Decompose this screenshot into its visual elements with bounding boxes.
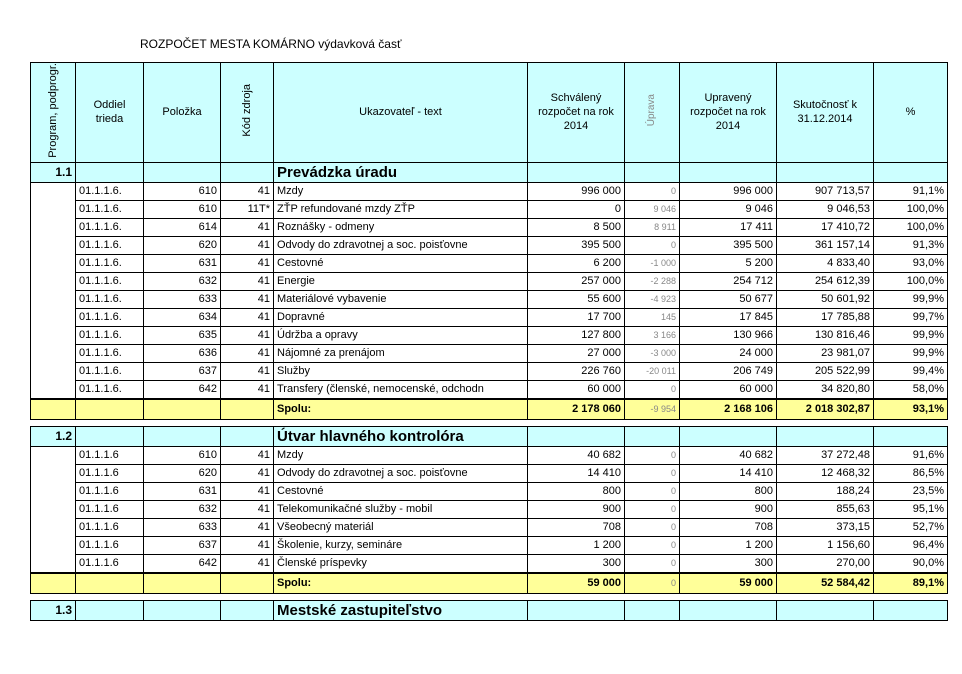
uprava-cell: -2 288 [625, 272, 680, 290]
empty-cell [76, 600, 144, 620]
total-schvaleny: 59 000 [528, 573, 625, 594]
table-row [31, 464, 948, 482]
schvaleny-cell: 226 760 [528, 362, 625, 380]
program-cell [31, 200, 76, 218]
polozka-cell: 633 [144, 518, 221, 536]
program-cell [31, 308, 76, 326]
table-row [31, 500, 948, 518]
percent-cell: 90,0% [874, 554, 948, 573]
header-row [31, 63, 948, 163]
percent-cell: 95,1% [874, 500, 948, 518]
polozka-cell: 610 [144, 446, 221, 464]
upraveny-cell: 17 411 [680, 218, 777, 236]
kod-cell: 41 [221, 554, 274, 573]
schvaleny-cell: 0 [528, 200, 625, 218]
polozka-cell: 642 [144, 380, 221, 399]
upraveny-cell: 206 749 [680, 362, 777, 380]
kod-cell: 41 [221, 254, 274, 272]
uprava-cell: 0 [625, 500, 680, 518]
table-row [31, 362, 948, 380]
empty-cell [680, 426, 777, 446]
kod-cell: 41 [221, 272, 274, 290]
schvaleny-cell: 40 682 [528, 446, 625, 464]
program-cell [31, 536, 76, 554]
ukazovatel-cell: Nájomné za prenájom [274, 344, 528, 362]
schvaleny-cell: 1 200 [528, 536, 625, 554]
section-header [31, 600, 948, 620]
upraveny-cell: 1 200 [680, 536, 777, 554]
header-kod: Kód zdroja [221, 63, 274, 163]
skutocnost-cell: 205 522,99 [777, 362, 874, 380]
program-cell [31, 554, 76, 573]
kod-cell: 41 [221, 344, 274, 362]
kod-cell: 41 [221, 464, 274, 482]
oddiel-cell: 01.1.1.6. [76, 380, 144, 399]
empty-cell [221, 426, 274, 446]
empty-cell [625, 600, 680, 620]
uprava-cell: 0 [625, 536, 680, 554]
percent-cell: 99,7% [874, 308, 948, 326]
uprava-cell: 0 [625, 380, 680, 399]
program-cell [31, 464, 76, 482]
upraveny-cell: 50 677 [680, 290, 777, 308]
total-uprava: 0 [625, 573, 680, 594]
oddiel-cell: 01.1.1.6 [76, 464, 144, 482]
empty-cell [144, 426, 221, 446]
ukazovatel-cell: Telekomunikačné služby - mobil [274, 500, 528, 518]
table-row [31, 344, 948, 362]
header-upraveny: Upravený rozpočet na rok 2014 [680, 63, 777, 163]
oddiel-cell: 01.1.1.6 [76, 482, 144, 500]
header-ukazovatel: Ukazovateľ - text [274, 63, 528, 163]
empty-cell [874, 426, 948, 446]
empty-cell [76, 573, 144, 594]
kod-cell: 41 [221, 380, 274, 399]
total-percent: 93,1% [874, 399, 948, 420]
table-row [31, 182, 948, 200]
empty-cell [777, 162, 874, 182]
polozka-cell: 620 [144, 236, 221, 254]
program-cell [31, 236, 76, 254]
kod-cell: 41 [221, 536, 274, 554]
empty-cell [221, 573, 274, 594]
schvaleny-cell: 8 500 [528, 218, 625, 236]
program-cell [31, 218, 76, 236]
skutocnost-cell: 12 468,32 [777, 464, 874, 482]
total-percent: 89,1% [874, 573, 948, 594]
kod-cell: 41 [221, 218, 274, 236]
oddiel-cell: 01.1.1.6. [76, 344, 144, 362]
uprava-cell: -4 923 [625, 290, 680, 308]
kod-cell: 41 [221, 182, 274, 200]
percent-cell: 100,0% [874, 200, 948, 218]
kod-cell: 41 [221, 518, 274, 536]
table-row [31, 236, 948, 254]
empty-cell [31, 573, 76, 594]
empty-cell [625, 426, 680, 446]
program-cell [31, 326, 76, 344]
oddiel-cell: 01.1.1.6. [76, 182, 144, 200]
table-body [31, 162, 948, 620]
upraveny-cell: 5 200 [680, 254, 777, 272]
empty-cell [144, 600, 221, 620]
skutocnost-cell: 34 820,80 [777, 380, 874, 399]
section-name: Mestské zastupiteľstvo [274, 600, 528, 620]
schvaleny-cell: 60 000 [528, 380, 625, 399]
header-oddiel: Oddiel trieda [76, 63, 144, 163]
ukazovatel-cell: Členské príspevky [274, 554, 528, 573]
empty-cell [144, 573, 221, 594]
polozka-cell: 634 [144, 308, 221, 326]
percent-cell: 23,5% [874, 482, 948, 500]
skutocnost-cell: 50 601,92 [777, 290, 874, 308]
uprava-cell: -1 000 [625, 254, 680, 272]
schvaleny-cell: 6 200 [528, 254, 625, 272]
percent-cell: 99,9% [874, 290, 948, 308]
ukazovatel-cell: Mzdy [274, 182, 528, 200]
uprava-cell: -20 011 [625, 362, 680, 380]
skutocnost-cell: 17 410,72 [777, 218, 874, 236]
percent-cell: 100,0% [874, 272, 948, 290]
section-code: 1.3 [31, 600, 76, 620]
table-row [31, 200, 948, 218]
skutocnost-cell: 270,00 [777, 554, 874, 573]
ukazovatel-cell: ZŤP refundované mzdy ZŤP [274, 200, 528, 218]
table-row [31, 308, 948, 326]
ukazovatel-cell: Energie [274, 272, 528, 290]
ukazovatel-cell: Cestovné [274, 482, 528, 500]
program-cell [31, 446, 76, 464]
empty-cell [874, 162, 948, 182]
empty-cell [528, 600, 625, 620]
empty-cell [528, 162, 625, 182]
empty-cell [76, 426, 144, 446]
section-header [31, 162, 948, 182]
kod-cell: 41 [221, 446, 274, 464]
skutocnost-cell: 23 981,07 [777, 344, 874, 362]
table-row [31, 518, 948, 536]
percent-cell: 91,3% [874, 236, 948, 254]
oddiel-cell: 01.1.1.6. [76, 362, 144, 380]
program-cell [31, 254, 76, 272]
schvaleny-cell: 257 000 [528, 272, 625, 290]
oddiel-cell: 01.1.1.6. [76, 326, 144, 344]
oddiel-cell: 01.1.1.6. [76, 308, 144, 326]
program-cell [31, 290, 76, 308]
oddiel-cell: 01.1.1.6. [76, 290, 144, 308]
empty-cell [221, 600, 274, 620]
program-cell [31, 518, 76, 536]
total-label: Spolu: [274, 399, 528, 420]
polozka-cell: 642 [144, 554, 221, 573]
kod-cell: 41 [221, 362, 274, 380]
empty-cell [625, 162, 680, 182]
skutocnost-cell: 130 816,46 [777, 326, 874, 344]
uprava-cell: 8 911 [625, 218, 680, 236]
section-name: Prevádzka úradu [274, 162, 528, 182]
table-row [31, 254, 948, 272]
percent-cell: 86,5% [874, 464, 948, 482]
report-title: ROZPOČET MESTA KOMÁRNO výdavková časť [140, 37, 402, 51]
percent-cell: 58,0% [874, 380, 948, 399]
polozka-cell: 631 [144, 482, 221, 500]
oddiel-cell: 01.1.1.6. [76, 218, 144, 236]
table-row [31, 536, 948, 554]
ukazovatel-cell: Dopravné [274, 308, 528, 326]
empty-cell [31, 399, 76, 420]
total-upraveny: 2 168 106 [680, 399, 777, 420]
kod-cell: 11T* [221, 200, 274, 218]
kod-cell: 41 [221, 482, 274, 500]
oddiel-cell: 01.1.1.6. [76, 236, 144, 254]
percent-cell: 99,9% [874, 344, 948, 362]
spacer-cell [31, 419, 948, 426]
polozka-cell: 636 [144, 344, 221, 362]
polozka-cell: 632 [144, 500, 221, 518]
skutocnost-cell: 907 713,57 [777, 182, 874, 200]
percent-cell: 93,0% [874, 254, 948, 272]
upraveny-cell: 800 [680, 482, 777, 500]
upraveny-cell: 24 000 [680, 344, 777, 362]
program-cell [31, 344, 76, 362]
uprava-cell: 3 166 [625, 326, 680, 344]
oddiel-cell: 01.1.1.6. [76, 200, 144, 218]
percent-cell: 100,0% [874, 218, 948, 236]
schvaleny-cell: 14 410 [528, 464, 625, 482]
table-row [31, 290, 948, 308]
total-row [31, 399, 948, 420]
percent-cell: 96,4% [874, 536, 948, 554]
kod-cell: 41 [221, 326, 274, 344]
header-skutocnost: Skutočnosť k 31.12.2014 [777, 63, 874, 163]
ukazovatel-cell: Materiálové vybavenie [274, 290, 528, 308]
uprava-cell: 145 [625, 308, 680, 326]
upraveny-cell: 300 [680, 554, 777, 573]
total-row [31, 573, 948, 594]
oddiel-cell: 01.1.1.6. [76, 272, 144, 290]
empty-cell [777, 426, 874, 446]
upraveny-cell: 130 966 [680, 326, 777, 344]
uprava-cell: 0 [625, 464, 680, 482]
empty-cell [221, 399, 274, 420]
total-schvaleny: 2 178 060 [528, 399, 625, 420]
skutocnost-cell: 37 272,48 [777, 446, 874, 464]
empty-cell [680, 162, 777, 182]
percent-cell: 99,4% [874, 362, 948, 380]
ukazovatel-cell: Cestovné [274, 254, 528, 272]
skutocnost-cell: 17 785,88 [777, 308, 874, 326]
schvaleny-cell: 17 700 [528, 308, 625, 326]
section-code: 1.1 [31, 162, 76, 182]
empty-cell [680, 600, 777, 620]
upraveny-cell: 708 [680, 518, 777, 536]
empty-cell [144, 162, 221, 182]
header-program: Program, podprogr. [31, 63, 76, 163]
header-percent: % [874, 63, 948, 163]
uprava-cell: 9 046 [625, 200, 680, 218]
skutocnost-cell: 9 046,53 [777, 200, 874, 218]
percent-cell: 52,7% [874, 518, 948, 536]
skutocnost-cell: 4 833,40 [777, 254, 874, 272]
upraveny-cell: 254 712 [680, 272, 777, 290]
table-row [31, 380, 948, 399]
skutocnost-cell: 1 156,60 [777, 536, 874, 554]
ukazovatel-cell: Služby [274, 362, 528, 380]
ukazovatel-cell: Mzdy [274, 446, 528, 464]
empty-cell [528, 426, 625, 446]
ukazovatel-cell: Údržba a opravy [274, 326, 528, 344]
program-cell [31, 380, 76, 399]
percent-cell: 91,6% [874, 446, 948, 464]
total-upraveny: 59 000 [680, 573, 777, 594]
empty-cell [144, 399, 221, 420]
polozka-cell: 610 [144, 200, 221, 218]
ukazovatel-cell: Transfery (členské, nemocenské, odchodn [274, 380, 528, 399]
uprava-cell: 0 [625, 236, 680, 254]
spacer-row [31, 419, 948, 426]
ukazovatel-cell: Odvody do zdravotnej a soc. poisťovne [274, 464, 528, 482]
upraveny-cell: 395 500 [680, 236, 777, 254]
schvaleny-cell: 300 [528, 554, 625, 573]
header-polozka: Položka [144, 63, 221, 163]
program-cell [31, 362, 76, 380]
kod-cell: 41 [221, 308, 274, 326]
oddiel-cell: 01.1.1.6 [76, 518, 144, 536]
polozka-cell: 635 [144, 326, 221, 344]
schvaleny-cell: 708 [528, 518, 625, 536]
skutocnost-cell: 188,24 [777, 482, 874, 500]
oddiel-cell: 01.1.1.6 [76, 554, 144, 573]
upraveny-cell: 40 682 [680, 446, 777, 464]
program-cell [31, 482, 76, 500]
program-cell [31, 182, 76, 200]
schvaleny-cell: 395 500 [528, 236, 625, 254]
polozka-cell: 614 [144, 218, 221, 236]
skutocnost-cell: 361 157,14 [777, 236, 874, 254]
spacer-row [31, 593, 948, 600]
section-name: Útvar hlavného kontrolóra [274, 426, 528, 446]
header-schvaleny: Schválený rozpočet na rok 2014 [528, 63, 625, 163]
percent-cell: 99,9% [874, 326, 948, 344]
oddiel-cell: 01.1.1.6 [76, 500, 144, 518]
schvaleny-cell: 800 [528, 482, 625, 500]
upraveny-cell: 9 046 [680, 200, 777, 218]
program-cell [31, 500, 76, 518]
polozka-cell: 620 [144, 464, 221, 482]
table-row [31, 482, 948, 500]
schvaleny-cell: 127 800 [528, 326, 625, 344]
oddiel-cell: 01.1.1.6. [76, 254, 144, 272]
table-row [31, 446, 948, 464]
schvaleny-cell: 900 [528, 500, 625, 518]
upraveny-cell: 17 845 [680, 308, 777, 326]
uprava-cell: 0 [625, 518, 680, 536]
oddiel-cell: 01.1.1.6 [76, 536, 144, 554]
section-header [31, 426, 948, 446]
total-uprava: -9 954 [625, 399, 680, 420]
program-cell [31, 272, 76, 290]
total-skutocnost: 52 584,42 [777, 573, 874, 594]
table-row [31, 326, 948, 344]
schvaleny-cell: 996 000 [528, 182, 625, 200]
empty-cell [777, 600, 874, 620]
empty-cell [874, 600, 948, 620]
total-skutocnost: 2 018 302,87 [777, 399, 874, 420]
kod-cell: 41 [221, 290, 274, 308]
total-label: Spolu: [274, 573, 528, 594]
uprava-cell: 0 [625, 554, 680, 573]
kod-cell: 41 [221, 236, 274, 254]
kod-cell: 41 [221, 500, 274, 518]
percent-cell: 91,1% [874, 182, 948, 200]
table-row [31, 554, 948, 573]
polozka-cell: 637 [144, 362, 221, 380]
section-code: 1.2 [31, 426, 76, 446]
upraveny-cell: 900 [680, 500, 777, 518]
spacer-cell [31, 593, 948, 600]
ukazovatel-cell: Roznášky - odmeny [274, 218, 528, 236]
empty-cell [76, 162, 144, 182]
table-row [31, 218, 948, 236]
ukazovatel-cell: Odvody do zdravotnej a soc. poisťovne [274, 236, 528, 254]
uprava-cell: 0 [625, 482, 680, 500]
budget-table [30, 62, 948, 621]
uprava-cell: 0 [625, 182, 680, 200]
upraveny-cell: 60 000 [680, 380, 777, 399]
polozka-cell: 637 [144, 536, 221, 554]
schvaleny-cell: 27 000 [528, 344, 625, 362]
table-row [31, 272, 948, 290]
uprava-cell: 0 [625, 446, 680, 464]
ukazovatel-cell: Všeobecný materiál [274, 518, 528, 536]
schvaleny-cell: 55 600 [528, 290, 625, 308]
polozka-cell: 610 [144, 182, 221, 200]
skutocnost-cell: 254 612,39 [777, 272, 874, 290]
skutocnost-cell: 855,63 [777, 500, 874, 518]
uprava-cell: -3 000 [625, 344, 680, 362]
polozka-cell: 632 [144, 272, 221, 290]
skutocnost-cell: 373,15 [777, 518, 874, 536]
empty-cell [76, 399, 144, 420]
ukazovatel-cell: Školenie, kurzy, semináre [274, 536, 528, 554]
upraveny-cell: 14 410 [680, 464, 777, 482]
polozka-cell: 631 [144, 254, 221, 272]
header-uprava: Úprava [625, 63, 680, 163]
polozka-cell: 633 [144, 290, 221, 308]
oddiel-cell: 01.1.1.6 [76, 446, 144, 464]
empty-cell [221, 162, 274, 182]
upraveny-cell: 996 000 [680, 182, 777, 200]
